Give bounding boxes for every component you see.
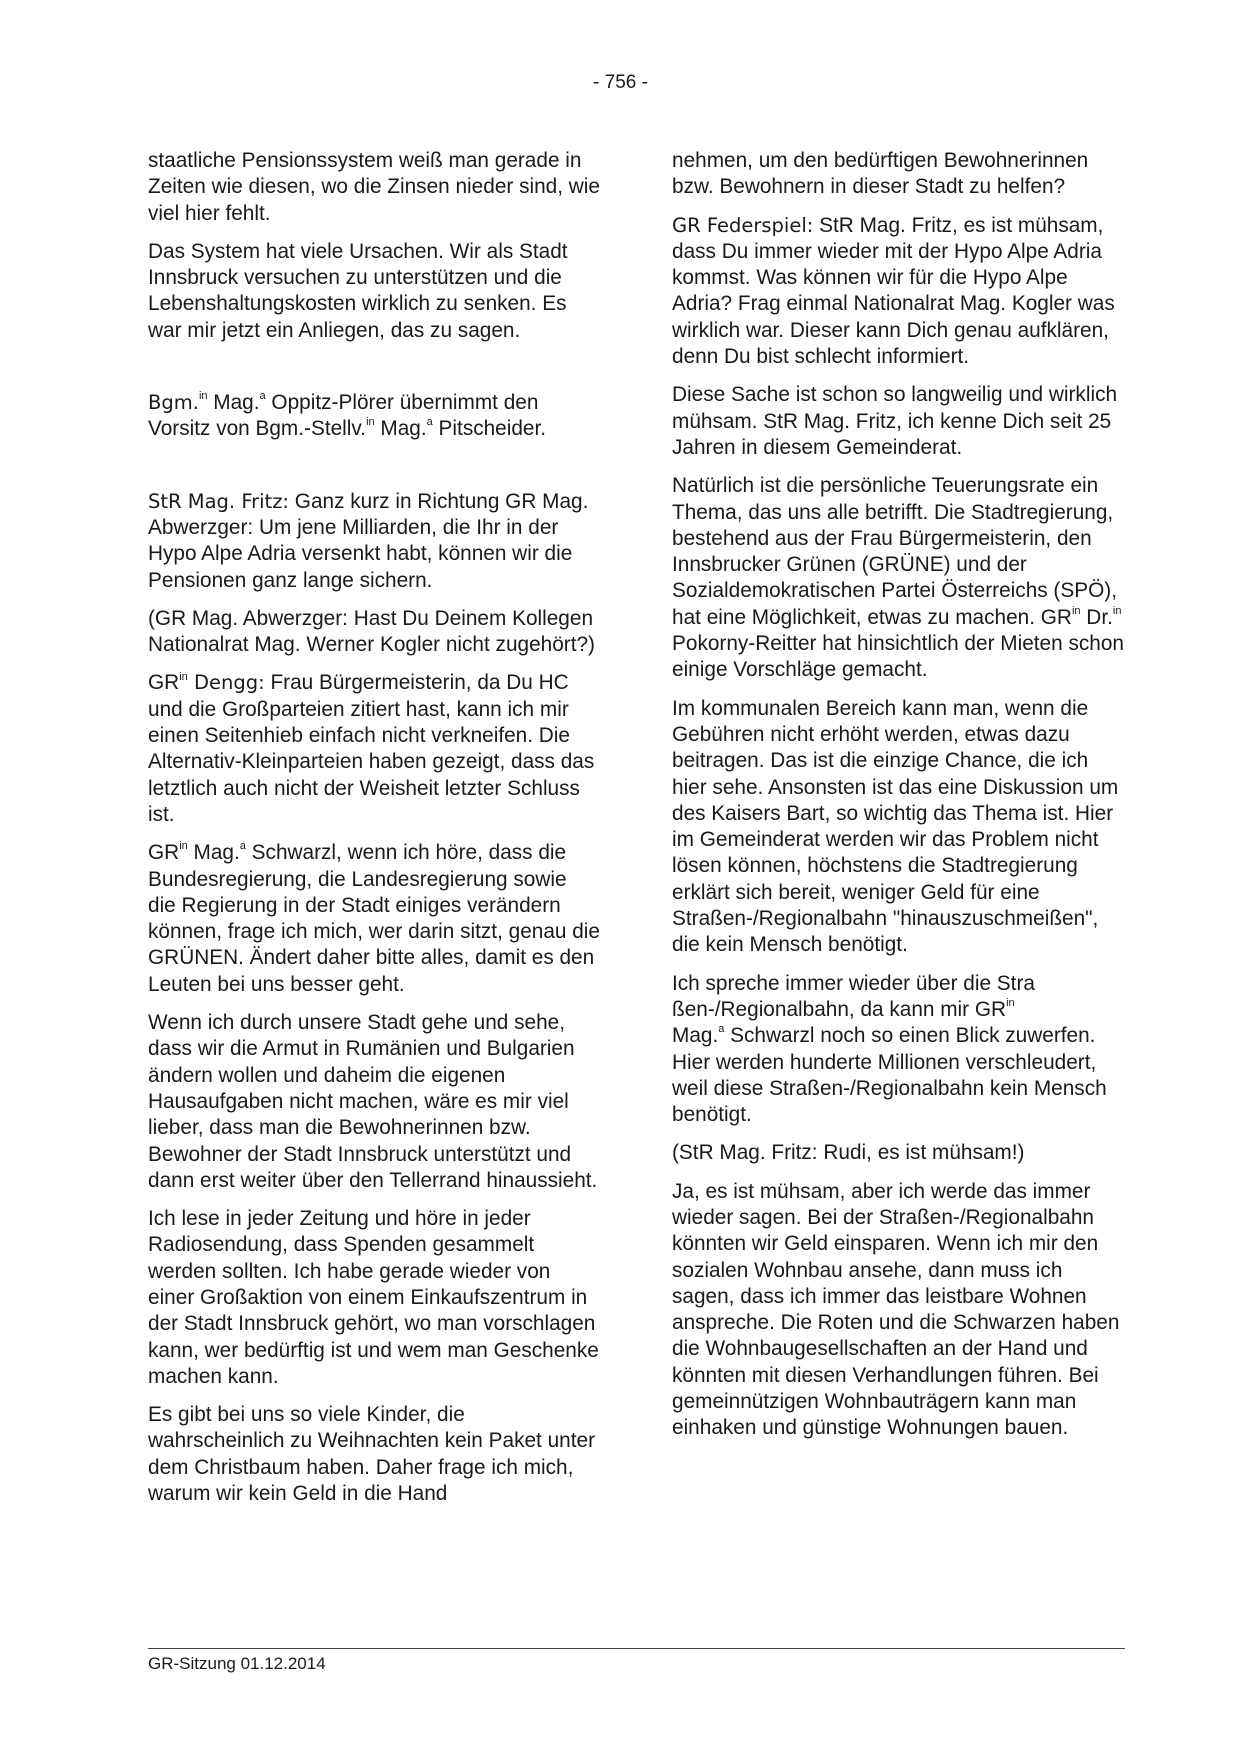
superscript: a — [259, 390, 266, 403]
superscript: in — [179, 670, 188, 683]
speaker-name: GR Federspiel: — [672, 213, 814, 237]
speech-paragraph — [148, 670, 600, 828]
superscript: in — [366, 416, 375, 429]
speaker-name — [148, 671, 265, 694]
paragraph — [672, 473, 1124, 683]
superscript: in — [1071, 604, 1081, 617]
chair-change-note — [148, 390, 600, 443]
speech-text: Ganz kurz in Richtung GR Mag. Abwerzger: Um jene Milliarden, die Ihr in der Hypo Alpe Adria versenkt habt, können wir die Pensionen ganz lange sichern. — [148, 489, 589, 592]
speaker-name: StR Mag. Fritz: — [148, 489, 290, 513]
paragraph: Diese Sache ist schon so langweilig und wirklich mühsam. StR Mag. Fritz, ich kenne Dich seit 25 Jahren in diesem Gemeinderat. — [672, 383, 1118, 459]
text-span: Oppitz-Plörer übernimmt den Vorsitz von Bgm.-Stellv. — [148, 391, 539, 441]
text-span: Pitscheider. — [432, 417, 547, 441]
paragraph: Das System hat viele Ursachen. Wir als Stadt Innsbruck versuchen zu unterstützen und die Lebenshaltungskosten wirklich zu senken. Es war mir jetzt ein Anliegen, das zu sagen. — [148, 239, 568, 342]
text-span: Schwarzl noch so einen Blick zuwerfen. Hier werden hunderte Millionen verschleudert, weil diese Straßen-/Regionalbahn kein Mensch benötigt. — [672, 1024, 1107, 1127]
text-span: GR — [148, 841, 180, 865]
footer-session-date: GR-Sitzung 01.12.2014 — [148, 1654, 326, 1673]
superscript: in — [179, 840, 188, 853]
superscript: in — [1006, 996, 1015, 1009]
superscript: in — [198, 390, 208, 403]
paragraph: Ja, es ist mühsam, aber ich werde das immer wieder sagen. Bei der Straßen-/Regionalbahn könnten wir Geld einsparen. Wenn ich mir den sozialen Wohnbau ansehe, dann muss ich sagen, dass ich immer das leistbare Wohnen anspreche. Die Roten und die Schwarzen haben die Wohnbaugesellschaften an der Hand und könnten mit diesen Verhandlungen führen. Bei gemeinnützigen Wohnbauträgern kann man einhaken und günstige Wohnungen bauen. — [672, 1179, 1120, 1440]
text-span: Natürlich ist die persönliche Teuerungsrate ein Thema, das uns alle betrifft. Die Stadtregierung, bestehend aus der Frau Bürgermeisterin, den Innsbrucker Grünen (GRÜNE) und der Sozialdemokratischen Partei Österreichs (SPÖ), hat eine Möglichkeit, etwas zu machen. GR — [672, 474, 1117, 629]
paragraph: Wenn ich durch unsere Stadt gehe und sehe, dass wir die Armut in Rumänien und Bulgarien ändern wollen und daheim die eigenen Hausaufgaben nicht machen, wäre es mir viel lieber, dass man die Bewohnerinnen bzw. Bewohner der Stadt Innsbruck unterstützt und dann erst weiter über den Tellerrand hinaussieht. — [148, 1011, 598, 1192]
title-abbrev: Bgm. — [148, 391, 199, 415]
superscript: a — [718, 1023, 725, 1036]
page-number: - 756 - — [593, 72, 648, 93]
interjection: (GR Mag. Abwerzger: Hast Du Deinem Kollegen Nationalrat Mag. Werner Kogler nicht zugehört?) — [148, 606, 595, 657]
paragraph: nehmen, um den bedürftigen Bewohnerinnen bzw. Bewohnern in dieser Stadt zu helfen? — [672, 149, 1089, 199]
paragraph: Ich lese in jeder Zeitung und höre in jeder Radiosendung, dass Spenden gesammelt werden sollten. Ich habe gerade wieder von einer Großaktion von einem Einkaufszentrum in der Stadt Innsbruck gehört, wo man vorschlagen kann, wer bedürftig ist und wem man Geschenke machen kann. — [148, 1207, 599, 1388]
speaker-surname: Dengg: — [187, 671, 265, 695]
text-span: Pokorny-Reitter hat hinsichtlich der Mieten schon einige Vorschläge gemacht. — [672, 632, 1124, 682]
paragraph — [672, 971, 1124, 1129]
text-span: Mag. — [207, 391, 260, 415]
right-column — [672, 148, 1124, 1454]
superscript: in — [1112, 604, 1122, 617]
interjection: (StR Mag. Fritz: Rudi, es ist mühsam!) — [672, 1141, 1025, 1165]
paragraph: Im kommunalen Bereich kann man, wenn die Gebühren nicht erhöht werden, etwas dazu beitragen. Das ist die einzige Chance, die ich hier sehe. Ansonsten ist das eine Diskussion um des Kaisers Bart, so wichtig das Thema ist. Hier im Gemeinderat werden wir das Problem nicht lösen können, höchstens die Stadtregierung erklärt sich bereit, weniger Geld für eine Straßen-/Regionalbahn "hinauszuschmeißen", die kein Mensch benötigt. — [672, 696, 1119, 957]
speech-text: StR Mag. Fritz, es ist mühsam, dass Du immer wieder mit der Hypo Alpe Adria kommst. Was können wir für die Hypo Alpe Adria? Frag einmal Nationalrat Mag. Kogler was wirklich war. Dieser kann Dich genau aufklären, denn Du bist schlecht informiert. — [672, 213, 1115, 369]
paragraph — [148, 840, 600, 998]
text-span: Dr. — [1080, 605, 1113, 629]
superscript: a — [426, 416, 433, 429]
text-span: Mag. — [672, 1024, 719, 1048]
superscript: a — [239, 840, 246, 853]
speech-text: Frau Bürgermeisterin, da Du HC und die Großparteien zitiert hast, kann ich mir einen Seitenhieb einfach nicht verkneifen. Die Alternativ-Kleinparteien haben gezeigt, dass das letztlich auch nicht der Weisheit letzter Schluss ist. — [148, 671, 595, 826]
text-span: Mag. — [374, 417, 427, 441]
speaker-title: GR — [148, 671, 180, 695]
text-span: Ich spreche immer wieder über die Stra ßen-/Regionalbahn, da kann mir GR — [672, 971, 1035, 1021]
paragraph: staatliche Pensionssystem weiß man gerade in Zeiten wie diesen, wo die Zinsen nieder sind, wie viel hier fehlt. — [148, 149, 600, 225]
paragraph: Es gibt bei uns so viele Kinder, die wahrscheinlich zu Weihnachten kein Paket unter dem Christbaum haben. Daher frage ich mich, warum wir kein Geld in die Hand — [148, 1403, 596, 1506]
text-span: Schwarzl, wenn ich höre, dass die Bundesregierung, die Landesregierung sowie die Regierung in der Stadt einiges verändern können, frage ich mich, wer darin sitzt, genau die GRÜNEN. Ändert daher bitte alles, damit es den Leuten bei uns besser geht. — [148, 841, 600, 996]
left-column — [148, 148, 600, 1519]
text-span: Mag. — [187, 841, 240, 865]
footer-divider — [148, 1648, 1125, 1649]
speech-paragraph — [672, 213, 1124, 371]
speech-paragraph — [148, 489, 600, 594]
